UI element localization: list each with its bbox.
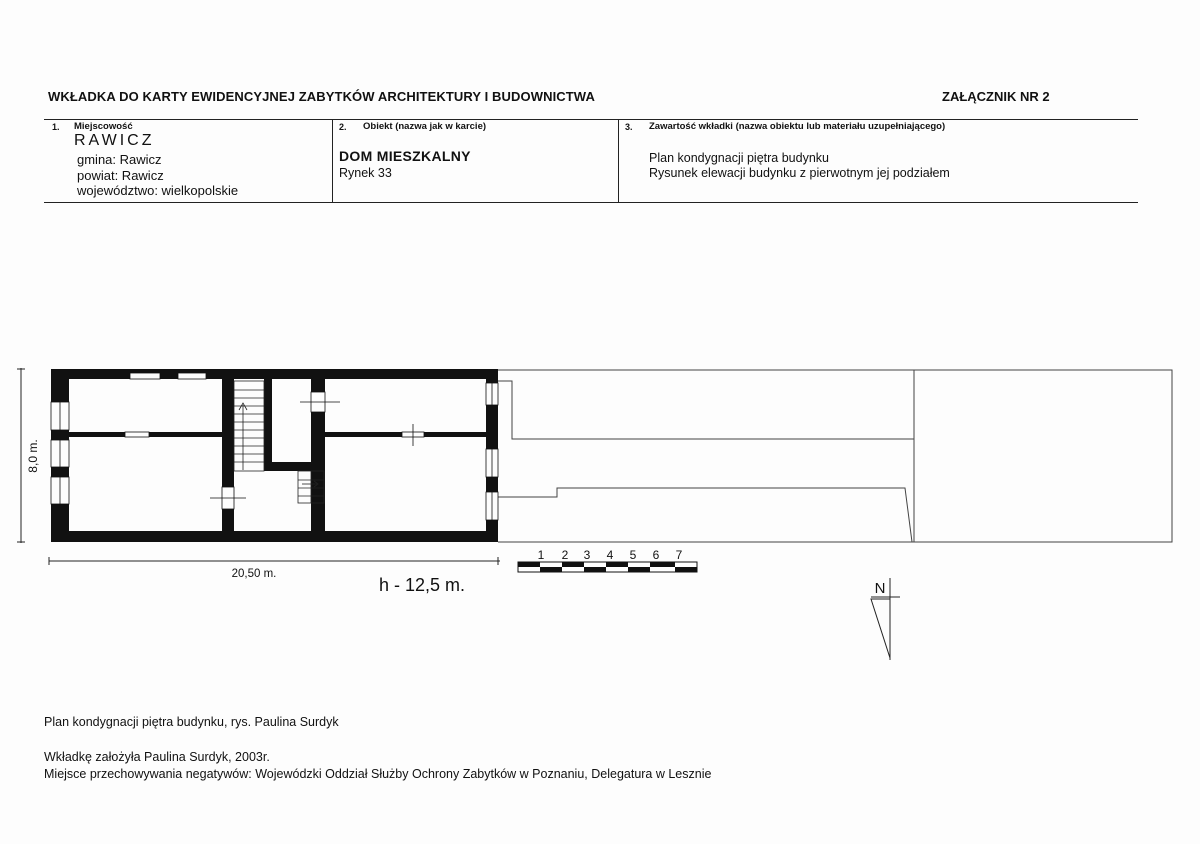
contents-number: 3. [625,122,633,132]
powiat-text: powiat: Rawicz [77,168,164,183]
width-dimension [49,557,500,565]
scale-tick-7: 7 [675,548,683,562]
object-label: Obiekt (nazwa jak w karcie) [363,121,487,132]
document-title: WKŁADKA DO KARTY EWIDENCYJNEJ ZABYTKÓW ARCHITEKTURY I BUDOWNICTWA [48,89,595,104]
depth-label: 8,0 m. [26,439,40,473]
scale-tick-5: 5 [629,548,637,562]
scale-tick-4: 4 [606,548,614,562]
location-number: 1. [52,122,60,132]
attachment-number: ZAŁĄCZNIK NR 2 [942,89,1050,104]
object-address: Rynek 33 [339,166,392,180]
object-name: DOM MIESZKALNY [339,148,471,164]
scale-tick-6: 6 [652,548,660,562]
negatives-storage: Miejsce przechowywania negatywów: Wojewódzki Oddział Służby Ochrony Zabytków w Poznaniu, Delegatura w Lesznie [44,767,712,781]
contents-line-1: Plan kondygnacji piętra budynku [649,151,829,165]
location-label: Miejscowość [74,121,133,132]
contents-label: Zawartość wkładki (nazwa obiektu lub materiału uzupełniającego) [649,121,946,132]
gmina-text: gmina: Rawicz [77,152,162,167]
staircase [234,381,324,503]
windows [51,373,498,520]
scale-tick-2: 2 [561,548,569,562]
doors [125,392,424,509]
north-label: N [874,580,886,597]
town-name: RAWICZ [74,132,155,149]
building-walls [51,369,498,542]
north-arrow-icon [871,578,900,660]
created-by: Wkładkę założyła Paulina Surdyk, 2003r. [44,750,270,764]
height-label: h - 12,5 m. [378,575,466,595]
scale-tick-1: 1 [537,548,545,562]
width-label: 20,50 m. [231,568,277,580]
scale-bar [518,548,697,572]
depth-dimension [17,368,25,543]
window-glazing [60,383,492,520]
plan-caption: Plan kondygnacji piętra budynku, rys. Paulina Surdyk [44,715,339,729]
contents-line-2: Rysunek elewacji budynku z pierwotnym jej podziałem [649,166,950,180]
scale-tick-3: 3 [583,548,591,562]
object-number: 2. [339,122,347,132]
voivodeship-text: województwo: wielkopolskie [77,183,239,198]
adjacent-parcels [498,370,1172,542]
